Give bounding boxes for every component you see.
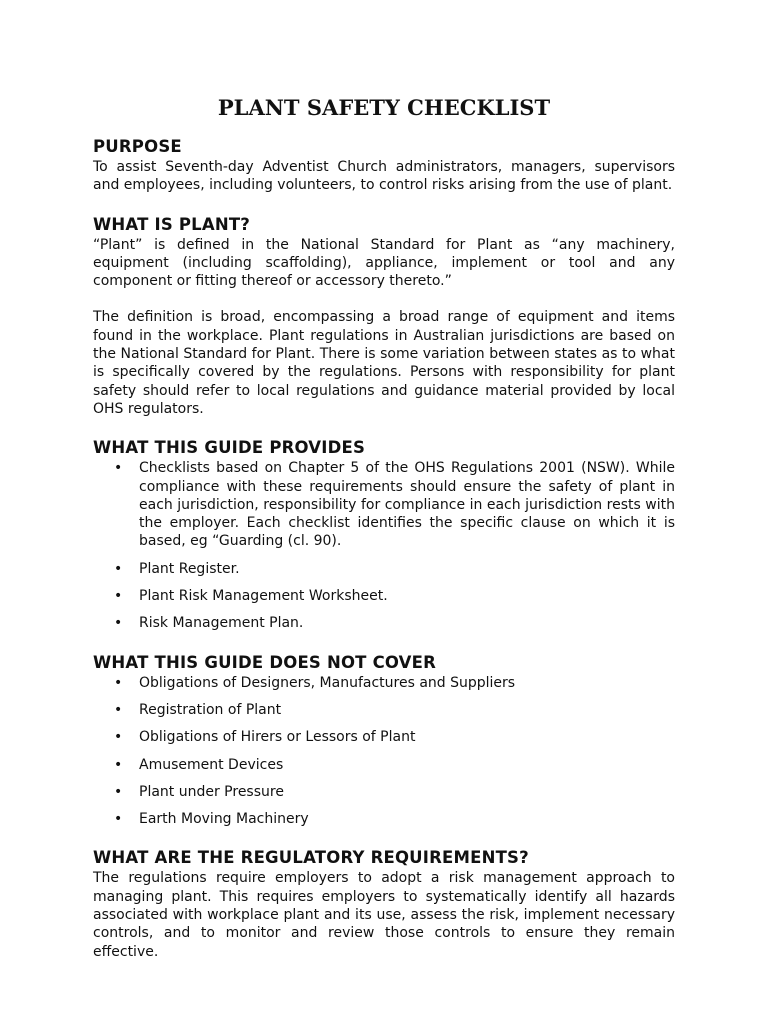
list-item: • Risk Management Plan. <box>114 615 304 632</box>
regulatory-text: The regulations require employers to adopt a risk management approach to managing plant. This requires employers to systematically identify all hazards associated with workplace plant and its use, assess the risk, implement necessary controls, and to monitor and review those controls to ensure they remain effective. <box>93 870 675 960</box>
list-item: • Amusement Devices <box>114 756 284 773</box>
guide-provides-section <box>93 437 675 632</box>
bullet-icon: • <box>114 560 123 577</box>
list-item: • Earth Moving Machinery <box>114 811 309 828</box>
list-item: • Obligations of Hirers or Lessors of Plant <box>114 729 416 746</box>
list-item: • Checklists based on Chapter 5 of the OHS Regulations 2001 (NSW). While compliance with these requirements should ensure the safety of plant in each jurisdiction, responsibility for compliance in each jurisdiction rests with the employer. Each checklist identifies the specific clause on which it is based, eg “Guarding (cl. 90). <box>114 460 675 550</box>
document-title: PLANT SAFETY CHECKLIST <box>217 95 551 120</box>
what-is-plant-heading: WHAT IS PLANT? <box>93 214 251 234</box>
list-item: • Obligations of Designers, Manufactures and Suppliers <box>114 674 516 691</box>
bullet-icon: • <box>114 615 123 632</box>
bullet-icon: • <box>114 729 123 746</box>
purpose-heading: PURPOSE <box>93 137 182 156</box>
bullet-icon: • <box>114 783 123 800</box>
purpose-text: To assist Seventh-day Adventist Church administrators, managers, supervisors and employees, including volunteers, to control risks arising from the use of plant. <box>93 159 675 194</box>
guide-not-cover-list <box>93 674 675 829</box>
what-is-plant-section <box>93 214 675 419</box>
bullet-icon: • <box>114 811 123 828</box>
list-item: • Plant Risk Management Worksheet. <box>114 588 388 605</box>
bullet-icon: • <box>114 588 123 605</box>
list-item: • Plant Register. <box>114 560 240 577</box>
guide-provides-list <box>93 459 675 632</box>
bullet-icon: • <box>114 756 123 773</box>
guide-not-cover-section <box>93 652 675 829</box>
bullet-icon: • <box>114 701 123 718</box>
bullet-icon: • <box>114 460 123 477</box>
regulatory-section <box>93 847 675 960</box>
plant-definition-paragraph: “Plant” is defined in the National Standard for Plant as “any machinery, equipment (including scaffolding), appliance, implement or tool and any component or fitting thereof or accessory thereto.” <box>93 236 675 290</box>
guide-provides-heading: WHAT THIS GUIDE PROVIDES <box>93 438 366 458</box>
definition-scope-paragraph: The definition is broad, encompassing a broad range of equipment and items found in the workplace. Plant regulations in Australian jurisdictions are based on the National Standard for Plant. There is some variation between states as to what is specifically covered by the regulations. Persons with responsibility for plant safety should refer to local regulations and guidance material provided by local OHS regulators. <box>93 309 675 417</box>
guide-not-cover-heading: WHAT THIS GUIDE DOES NOT COVER <box>93 652 437 672</box>
regulatory-heading: WHAT ARE THE REGULATORY REQUIREMENTS? <box>93 848 529 868</box>
bullet-icon: • <box>114 674 123 691</box>
list-item: • Registration of Plant <box>114 701 282 718</box>
purpose-section <box>93 136 675 195</box>
list-item: • Plant under Pressure <box>114 783 284 800</box>
document-page <box>93 94 675 961</box>
